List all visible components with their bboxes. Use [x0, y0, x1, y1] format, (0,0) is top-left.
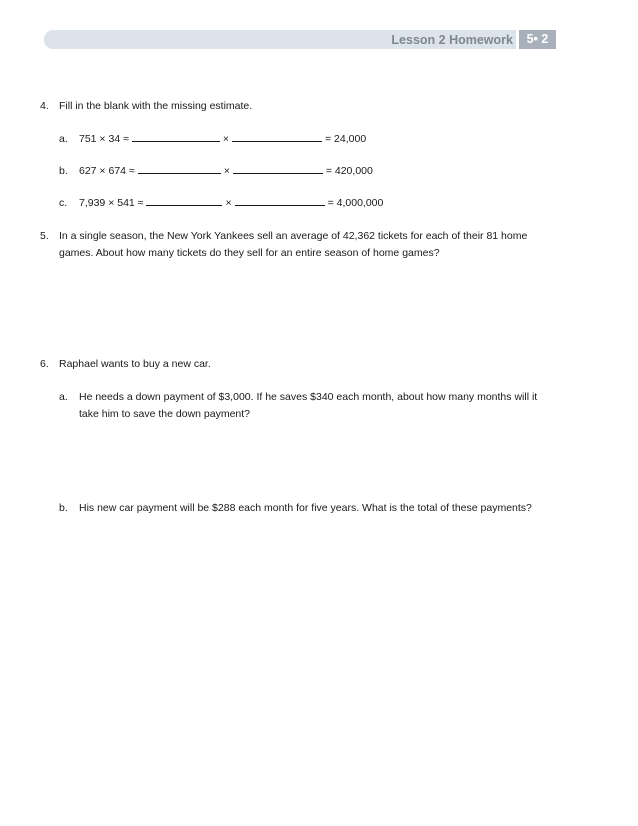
answer-blank[interactable] — [132, 131, 220, 142]
answer-blank[interactable] — [233, 163, 323, 174]
part-label: a. — [59, 133, 68, 145]
times-sign: × — [222, 133, 229, 145]
question-text-line-1: In a single season, the New York Yankees sell an average of 42,362 tickets for each of their 81 home — [59, 230, 528, 242]
question-text-line-2: games. About how many tickets do they sell for an entire season of home games? — [59, 247, 440, 259]
question-4a — [59, 131, 366, 148]
question-number: 4. — [40, 100, 49, 112]
answer-blank[interactable] — [146, 195, 222, 206]
result: = 24,000 — [325, 133, 367, 145]
module-badge: 5• 2 — [519, 30, 556, 49]
part-text: His new car payment will be $288 each month for five years. What is the total of these payments? — [79, 502, 532, 514]
answer-blank[interactable] — [232, 131, 322, 142]
part-label: b. — [59, 165, 68, 177]
question-number: 5. — [40, 230, 49, 242]
question-number: 6. — [40, 358, 49, 370]
part-label: a. — [59, 391, 68, 403]
question-prompt: Raphael wants to buy a new car. — [59, 358, 211, 370]
question-4c — [59, 195, 383, 212]
part-text-line-2: take him to save the down payment? — [79, 408, 251, 420]
result: = 4,000,000 — [327, 197, 384, 209]
part-label: c. — [59, 197, 68, 209]
expression: 751 × 34 ≈ — [79, 133, 129, 145]
answer-blank[interactable] — [138, 163, 221, 174]
lesson-title: Lesson 2 Homework — [391, 33, 513, 47]
question-4b — [59, 163, 373, 180]
times-sign: × — [223, 165, 230, 177]
result: = 420,000 — [325, 165, 373, 177]
part-text-line-1: He needs a down payment of $3,000. If he saves $340 each month, about how many months will it — [79, 391, 538, 403]
expression: 7,939 × 541 ≈ — [79, 197, 144, 209]
times-sign: × — [225, 197, 232, 209]
question-prompt: Fill in the blank with the missing estimate. — [59, 100, 253, 112]
part-label: b. — [59, 502, 68, 514]
expression: 627 × 674 ≈ — [79, 165, 135, 177]
answer-blank[interactable] — [235, 195, 325, 206]
